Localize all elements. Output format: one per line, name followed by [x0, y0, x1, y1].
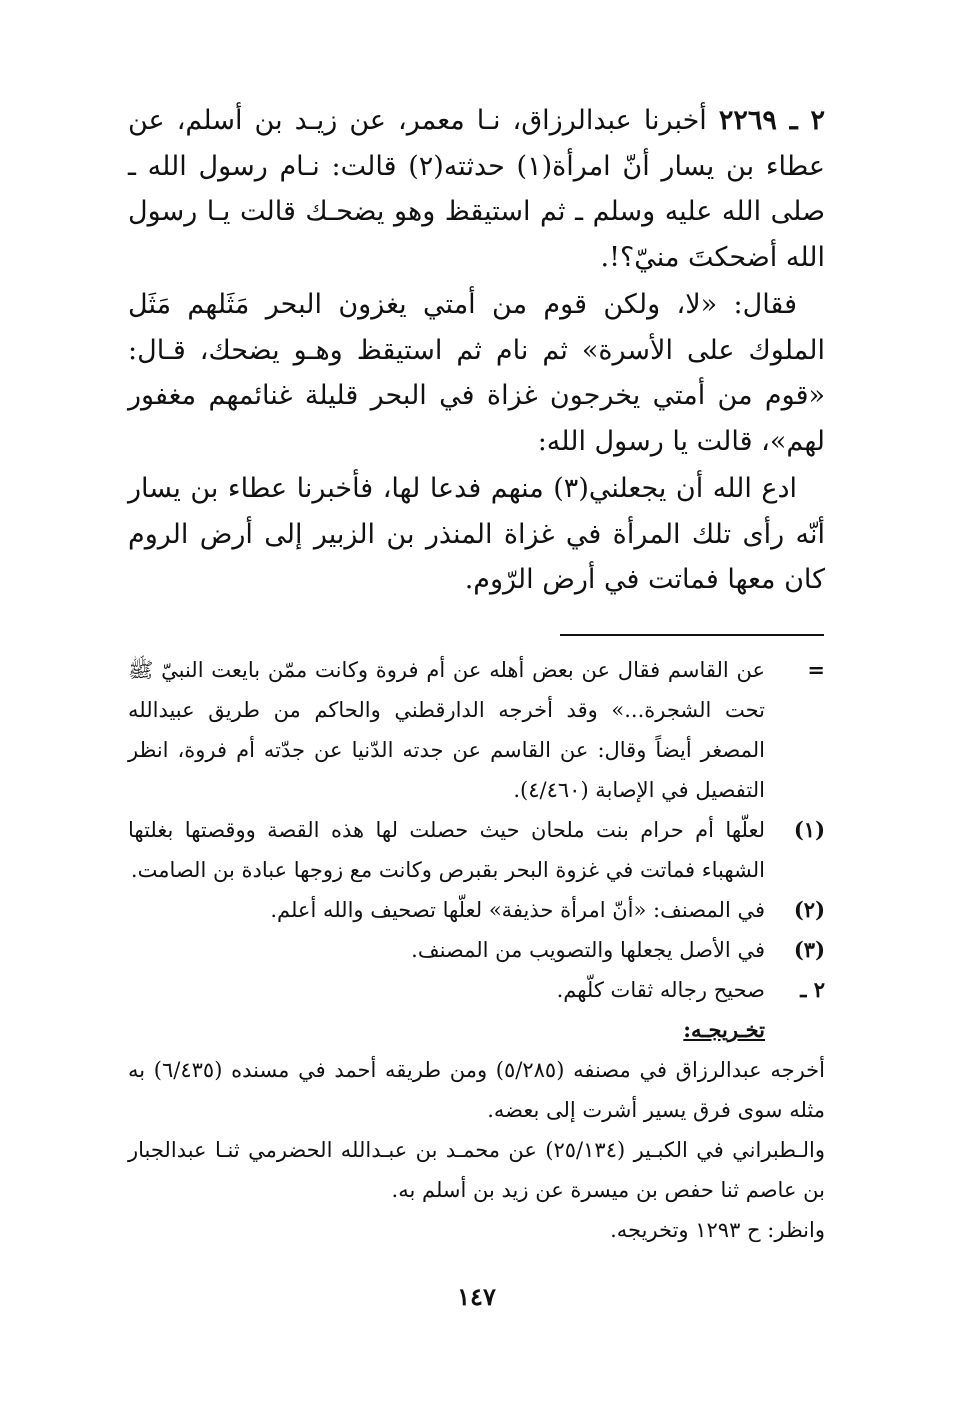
footnote-text: في الأصل يجعلها والتصويب من المصنف.: [411, 938, 765, 962]
hadith-paragraph: ادع الله أن يجعلني(٣) منهم فدعا لها، فأخبرنا عطاء بن يسار أنّه رأى تلك المرأة في غزاة المنذر بن الزبير إلى أرض الروم كان معها فماتت في أرض الرّوم.: [128, 473, 825, 595]
footnote-marker: ٢ ـ: [800, 977, 825, 1002]
hadith-paragraph: فقال: «لا، ولكن قوم من أمتي يغزون البحر مَثَلهم مَثَل الملوك على الأسرة» ثم نام ثم استيقظ وهـو يضحك، قـال: «قوم من أمتي يخرجون غزاة في البحر قليلة غنائمهم مغفور لهم»، قالت يا رسول الله:: [128, 289, 825, 457]
footnote-text: عن القاسم فقال عن بعض أهله عن أم فروة وكانت ممّن بايعت النبيّ ﷺ تحت الشجرة...» وقد أخرجه الدارقطني والحاكم من طريق عبيدالله المصغر أيضاً وقال: عن القاسم عن جدته الدّنيا عن جدّته أم فروة، انظر التفصيل في الإصابة (٤/٤٦٠).: [128, 658, 765, 802]
footnote-separator: [560, 634, 824, 636]
takhrij-line: والـطبراني في الكبـير (٢٥/١٣٤) عن محمـد بن عبـدالله الحضرمي ثنـا عبدالجبار بن عاصم ثنا حفص بن ميسرة عن زيد بن أسلم به.: [128, 1138, 825, 1202]
takhrij-line: وانظر: ح ١٢٩٣ وتخريجه.: [610, 1218, 825, 1242]
footnote: [128, 970, 825, 1010]
footnote: [128, 930, 825, 970]
footnotes-section: [128, 650, 825, 1250]
footnote-text: صحيح رجاله ثقات كلّهم.: [556, 978, 765, 1002]
hadith-paragraph: [128, 98, 825, 280]
footnote-marker: (٢): [793, 897, 825, 922]
hadith-text-1: أخبرنا عبدالرزاق، نـا معمر، عن زيـد بن أسلم، عن عطاء بن يسار أنّ امرأة(١) حدثته(٢) قالت: نـام رسول الله ـ صلى الله عليه وسلم ـ ثم استيقظ وهو يضحـك قالت يـا رسول الله أضحكتَ منيّ؟!.: [128, 105, 825, 273]
hadith-body: [128, 98, 825, 603]
footnote: [128, 890, 825, 930]
takhrij-heading: تخـريجـه:: [683, 1017, 765, 1042]
footnote-marker: (٣): [793, 937, 825, 962]
hadith-number: ٢ ـ ٢٢٦٩: [718, 105, 825, 136]
takhrij-line: أخرجه عبدالرزاق في مصنفه (٥/٢٨٥) ومن طريقه أحمد في مسنده (٦/٤٣٥) به مثله سوى فرق يسير أشرت إلى بعضه.: [128, 1058, 825, 1122]
footnote: [128, 650, 825, 810]
page-number: ١٤٧: [457, 1282, 496, 1311]
footnote: [128, 810, 825, 890]
footnote-marker: =: [807, 657, 825, 682]
footnote-marker: (١): [793, 817, 825, 842]
footnote-text: لعلّها أم حرام بنت ملحان حيث حصلت لها هذه القصة ووقصتها بغلتها الشهباء فماتت في غزوة البحر بقبرص وكانت مع زوجها عبادة بن الصامت.: [128, 818, 765, 882]
takhrij-heading-row: [128, 1010, 825, 1050]
footnote-text: في المصنف: «أنّ امرأة حذيفة» لعلّها تصحيف والله أعلم.: [270, 898, 765, 922]
